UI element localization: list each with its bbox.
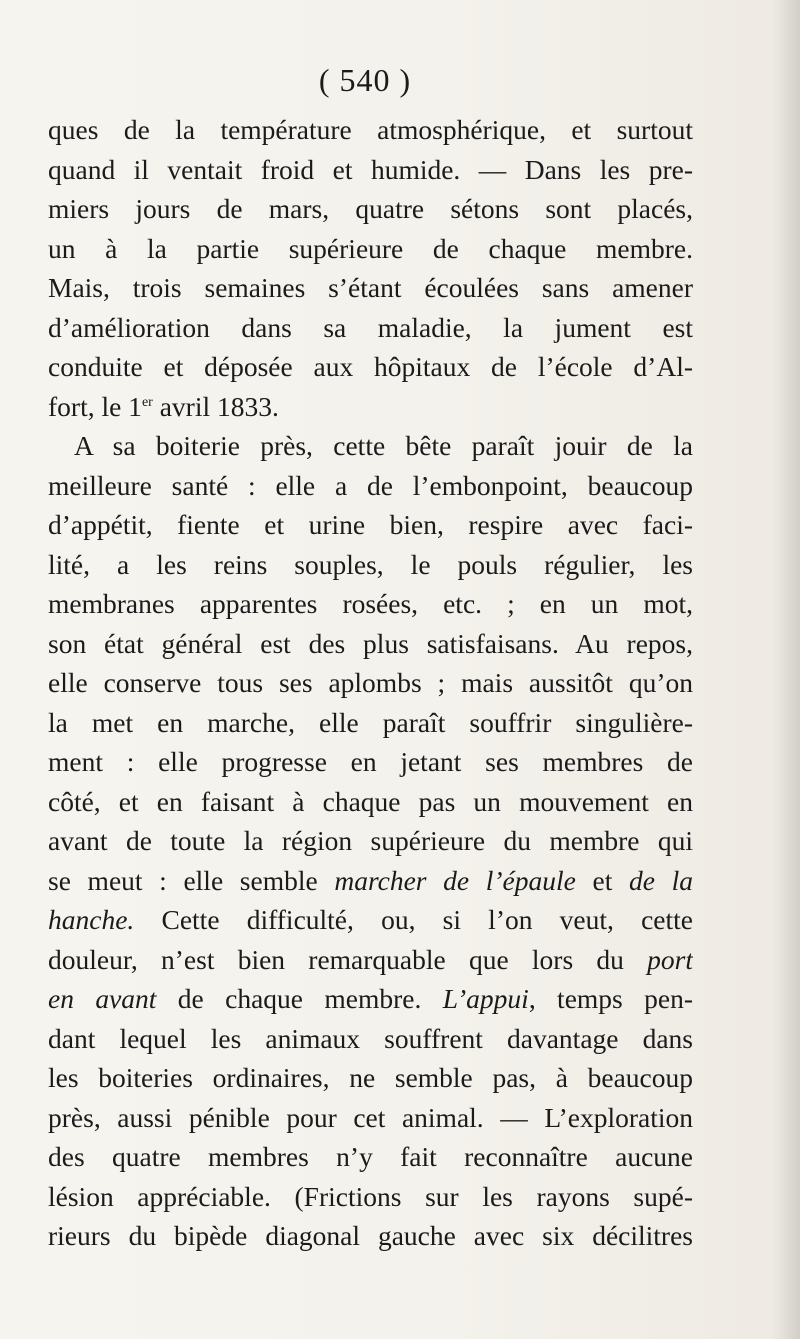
text-line	[48, 703, 693, 743]
text-line	[48, 663, 693, 703]
text-line	[48, 426, 693, 466]
text-line	[48, 505, 693, 545]
text-segment: ment : elle progresse en jetant ses membres de	[48, 746, 693, 777]
text-segment: lité, a les reins souples, le pouls régulier, les	[48, 548, 693, 580]
text-segment: d’amélioration dans sa maladie, la jument est	[48, 311, 693, 343]
italic-text: port	[647, 943, 693, 975]
text-line	[48, 1177, 693, 1217]
text-line	[48, 466, 693, 506]
text-segment: et	[575, 864, 629, 896]
text-line	[48, 189, 693, 229]
text-segment: A sa boiterie près, cette bête paraît jouir de la	[74, 430, 693, 461]
text-segment: membranes apparentes rosées, etc. ; en un mot,	[48, 588, 693, 619]
text-line	[48, 268, 693, 308]
text-line	[48, 900, 693, 940]
text-segment: lésion appréciable. (Frictions sur les rayons supé-	[48, 1180, 693, 1212]
text-segment: la met en marche, elle paraît souffrir singulière-	[48, 706, 693, 738]
text-line	[48, 110, 693, 150]
text-line	[48, 1058, 693, 1098]
text-line	[48, 150, 693, 190]
text-segment: d’appétit, fiente et urine bien, respire avec faci-	[48, 509, 693, 540]
text-segment: meilleure santé : elle a de l’embonpoint, beaucoup	[48, 469, 693, 501]
text-segment: dant lequel les animaux souffrent davantage dans	[48, 1022, 693, 1054]
text-segment: Cette difficulté, ou, si l’on veut, cette	[134, 904, 693, 935]
italic-text: L’appui	[442, 983, 529, 1014]
page-number-header: ( 540 )	[318, 62, 412, 98]
italic-text: de la	[628, 864, 693, 896]
text-segment: fort, le 1	[48, 390, 142, 422]
superscript: er	[141, 394, 153, 410]
text-segment: rieurs du bipède diagonal gauche avec six décilitres	[48, 1220, 693, 1251]
text-segment: ques de la température atmosphérique, et surtout	[48, 114, 693, 145]
text-line	[48, 1019, 693, 1059]
text-segment: côté, et en faisant à chaque pas un mouvement en	[48, 785, 693, 817]
text-segment: miers jours de mars, quatre sétons sont placés,	[48, 193, 693, 224]
text-line	[48, 1137, 693, 1177]
text-line	[48, 1098, 693, 1138]
text-segment: elle conserve tous ses aplombs ; mais aussitôt qu’on	[48, 667, 693, 698]
text-segment: conduite et déposée aux hôpitaux de l’école d’Al-	[48, 351, 693, 382]
text-line	[48, 782, 693, 822]
text-line	[48, 308, 693, 348]
text-line	[48, 979, 693, 1019]
italic-text: marcher de l’épaule	[334, 864, 576, 896]
text-line	[48, 545, 693, 585]
text-line	[48, 821, 693, 861]
text-segment: avant de toute la région supérieure du membre qui	[48, 825, 693, 856]
page-edge-shadow	[772, 0, 800, 1339]
text-segment: , temps pen-	[528, 983, 693, 1014]
text-segment: un à la partie supérieure de chaque membre.	[48, 232, 693, 264]
text-segment: son état général est des plus satisfaisans. Au repos,	[48, 627, 693, 659]
text-segment: les boiteries ordinaires, ne semble pas, à beaucoup	[48, 1062, 693, 1093]
italic-text: en avant	[48, 983, 157, 1014]
text-line	[48, 624, 693, 664]
text-segment: douleur, n’est bien remarquable que lors du	[48, 943, 648, 975]
text-segment: quand il ventait froid et humide. — Dans les pre-	[48, 153, 693, 185]
text-line	[48, 584, 693, 624]
text-line	[48, 861, 693, 901]
text-line	[48, 387, 693, 427]
text-segment: se meut : elle semble	[48, 864, 335, 896]
text-line	[48, 229, 693, 269]
body-text	[48, 110, 693, 1256]
italic-text: hanche.	[48, 904, 135, 935]
text-segment: de chaque membre.	[156, 983, 443, 1014]
text-segment: avril 1833.	[152, 390, 279, 422]
text-line	[48, 742, 693, 782]
text-line	[48, 940, 693, 980]
text-line	[48, 347, 693, 387]
text-line	[48, 1216, 693, 1256]
text-segment: des quatre membres n’y fait reconnaître aucune	[48, 1141, 693, 1172]
text-segment: Mais, trois semaines s’étant écoulées sans amener	[48, 272, 693, 303]
text-segment: près, aussi pénible pour cet animal. — L’exploration	[48, 1101, 693, 1133]
